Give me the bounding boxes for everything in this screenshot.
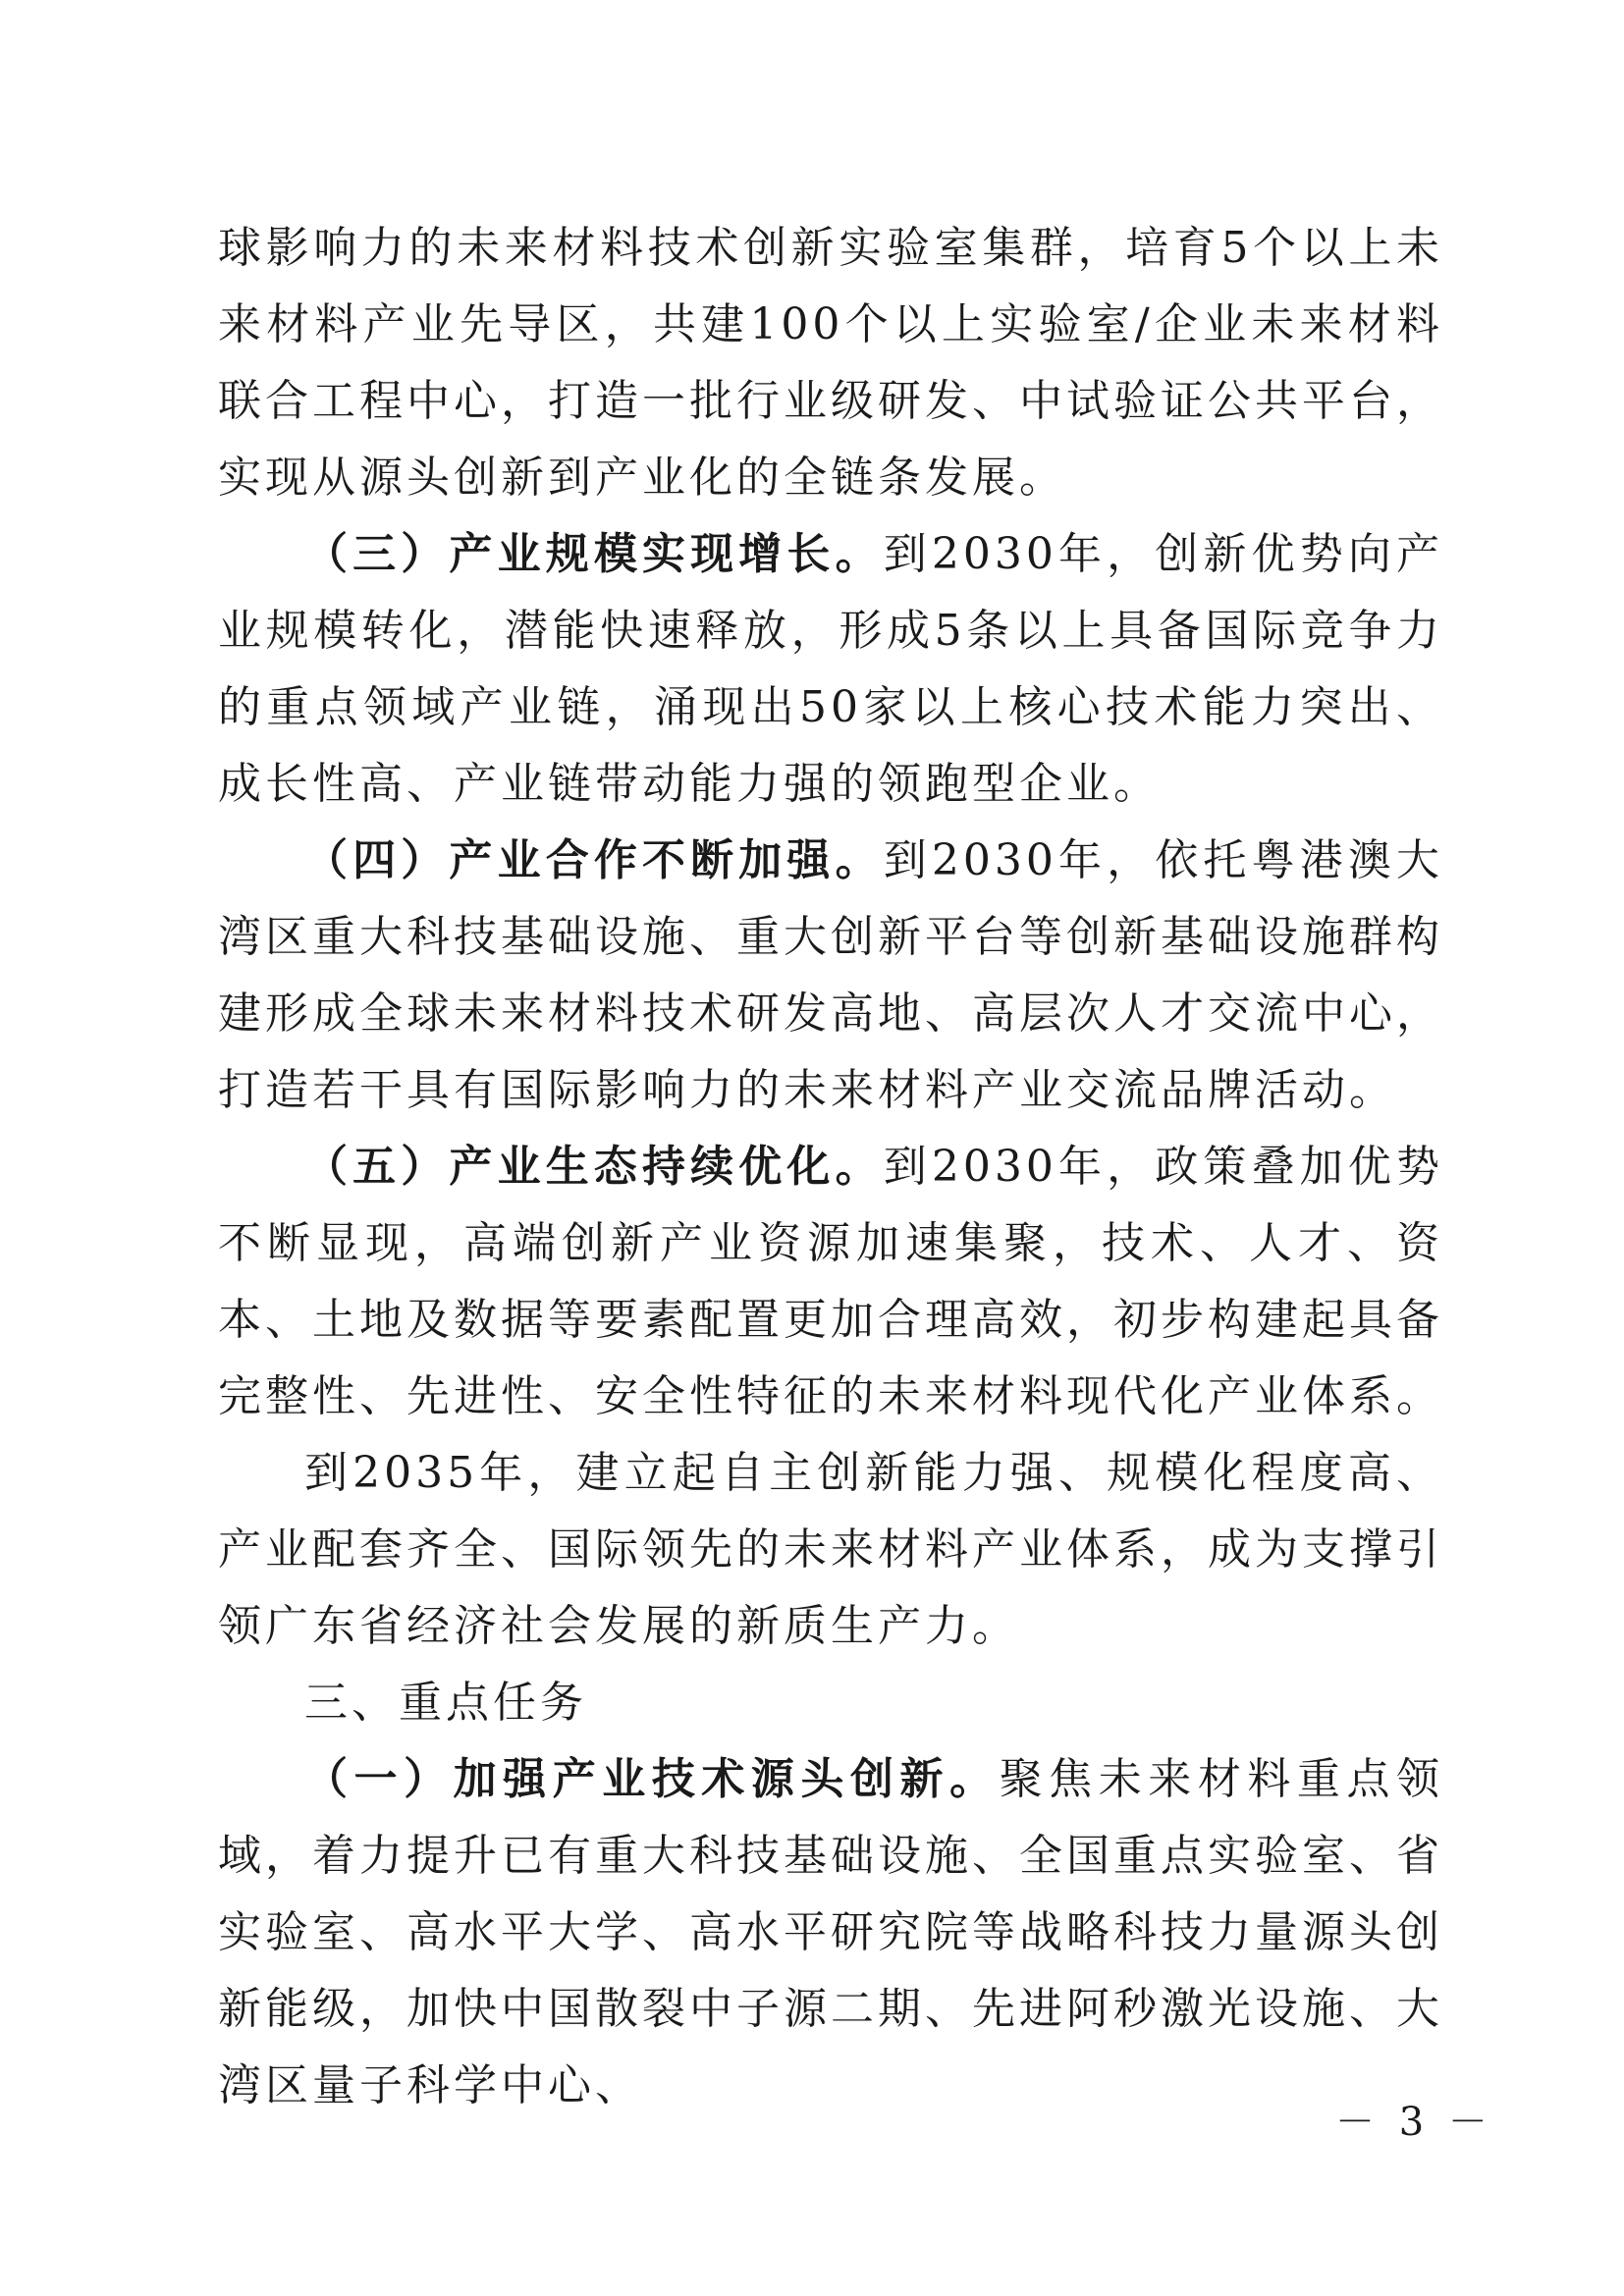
section-heading-text: 三、重点任务	[304, 1678, 587, 1728]
page-number: － 3 －	[1335, 2100, 1493, 2145]
paragraph-industry-scale	[218, 516, 1443, 823]
document-body	[218, 210, 1443, 2124]
paragraph-text: 到2030年，创新优势向产业规模转化，潜能快速释放，形成5条以上具备国际竞争力的重点领域产业链，涌现出50家以上核心技术能力突出、成长性高、产业链带动能力强的领跑型企业。	[218, 529, 1444, 809]
section-heading	[218, 1665, 1443, 1741]
paragraph-text: 聚焦未来材料重点领域，着力提升已有重大科技基础设施、全国重点实验室、省实验室、高水平大学、高水平研究院等战略科技力量源头创新能级，加快中国散裂中子源二期、先进阿秒激光设施、大湾区量子科学中心、	[218, 1754, 1444, 2110]
paragraph-lead: （三）产业规模实现增长。	[304, 529, 884, 579]
paragraph-text: 到2030年，依托粤港澳大湾区重大科技基础设施、重大创新平台等创新基础设施群构建形成全球未来材料技术研发高地、高层次人才交流中心，打造若干具有国际影响力的未来材料产业交流品牌活动。	[218, 835, 1444, 1115]
paragraph-lead: （一）加强产业技术源头创新。	[304, 1754, 1000, 1804]
paragraph-task-1	[218, 1741, 1443, 2124]
paragraph-lead: （四）产业合作不断加强。	[304, 835, 884, 885]
paragraph-continuation	[218, 210, 1443, 516]
paragraph-lead: （五）产业生态持续优化。	[304, 1142, 884, 1192]
paragraph-2035-goal	[218, 1435, 1443, 1665]
paragraph-text: 球影响力的未来材料技术创新实验室集群，培育5个以上未来材料产业先导区，共建100个以上实验室/企业未来材料联合工程中心，打造一批行业级研发、中试验证公共平台，实现从源头创新到产业化的全链条发展。	[218, 223, 1443, 503]
paragraph-text: 到2035年，建立起自主创新能力强、规模化程度高、产业配套齐全、国际领先的未来材料产业体系，成为支撑引领广东省经济社会发展的新质生产力。	[218, 1448, 1443, 1651]
paragraph-industry-ecology	[218, 1129, 1443, 1435]
paragraph-industry-cooperation	[218, 823, 1443, 1129]
paragraph-text: 到2030年，政策叠加优势不断显现，高端创新产业资源加速集聚，技术、人才、资本、土地及数据等要素配置更加合理高效，初步构建起具备完整性、先进性、安全性特征的未来材料现代化产业体系。	[218, 1142, 1444, 1421]
